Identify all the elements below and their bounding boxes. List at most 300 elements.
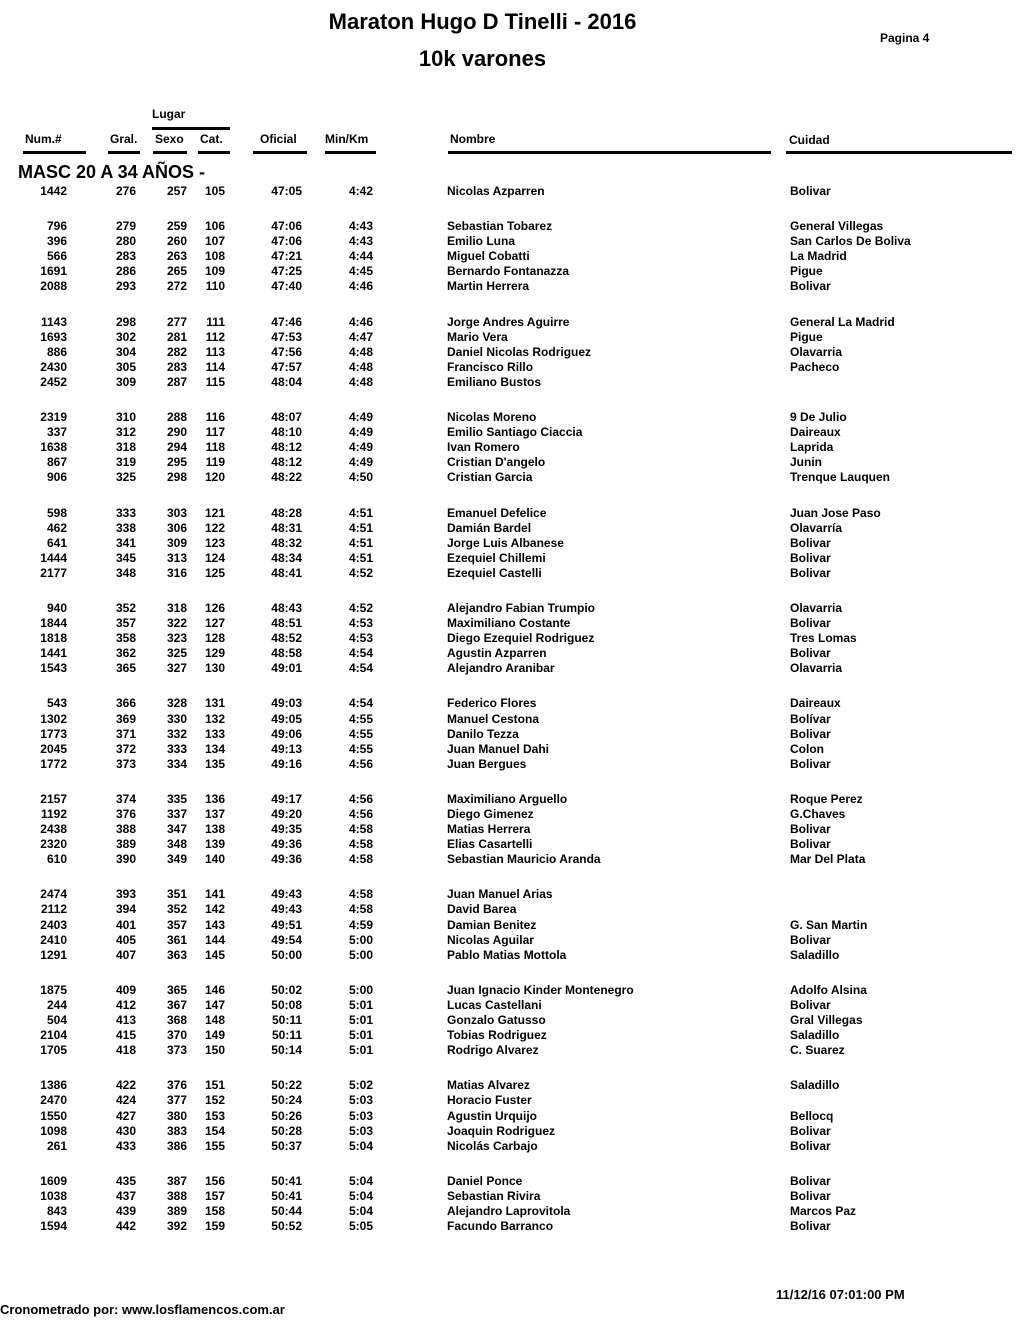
table-row xyxy=(0,631,1024,646)
overall-place: 442 xyxy=(115,1219,136,1234)
category-place: 115 xyxy=(205,374,225,389)
gender-place: 334 xyxy=(166,756,187,771)
gender-place: 328 xyxy=(166,696,187,711)
bib-number: 2452 xyxy=(40,374,67,389)
overall-place: 338 xyxy=(115,520,136,535)
pace: 4:58 xyxy=(348,852,373,867)
pace: 4:53 xyxy=(348,631,373,646)
table-row xyxy=(0,887,1024,902)
gender-place: 327 xyxy=(166,661,187,676)
runner-name: Cristian Garcia xyxy=(447,470,533,485)
official-time: 49:36 xyxy=(271,852,302,867)
category-place: 147 xyxy=(204,997,225,1012)
document-title: Maraton Hugo D Tinelli - 2016 xyxy=(328,9,637,34)
pace: 4:56 xyxy=(348,791,373,806)
bib-number: 940 xyxy=(46,600,67,615)
table-row xyxy=(0,1013,1024,1028)
official-time: 50:11 xyxy=(271,1028,302,1043)
header-num: Num.# xyxy=(25,132,62,146)
overall-place: 374 xyxy=(115,791,136,806)
official-time: 50:14 xyxy=(271,1043,302,1058)
header-cat: Cat. xyxy=(200,132,223,146)
lugar-underline xyxy=(152,127,230,130)
gender-place: 288 xyxy=(166,410,187,425)
gender-place: 388 xyxy=(166,1188,187,1203)
category-place: 155 xyxy=(204,1138,225,1153)
overall-place: 283 xyxy=(115,249,136,264)
official-time: 47:56 xyxy=(271,344,302,359)
official-time: 48:07 xyxy=(271,410,302,425)
table-row xyxy=(0,792,1024,807)
header-minkm: Min/Km xyxy=(325,132,369,146)
overall-place: 424 xyxy=(115,1093,136,1108)
bib-number: 566 xyxy=(46,249,67,264)
document-subtitle: 10k varones xyxy=(418,46,547,71)
runner-city: Tres Lomas xyxy=(790,631,857,646)
gender-place: 337 xyxy=(166,807,187,821)
bib-number: 867 xyxy=(46,455,67,470)
runner-name: Lucas Castellani xyxy=(447,997,542,1012)
bib-number: 1543 xyxy=(40,661,67,676)
official-time: 50:37 xyxy=(271,1138,302,1153)
bib-number: 1441 xyxy=(40,646,67,661)
table-row xyxy=(0,822,1024,837)
official-time: 48:28 xyxy=(271,505,302,520)
table-row xyxy=(0,1043,1024,1058)
pace: 5:01 xyxy=(348,1043,373,1058)
overall-place: 412 xyxy=(115,997,136,1012)
nombre-underline xyxy=(448,151,771,154)
category-place: 120 xyxy=(204,470,225,485)
official-time: 48:41 xyxy=(271,565,302,580)
minkm-underline xyxy=(325,151,376,154)
bib-number: 1442 xyxy=(40,184,67,198)
bib-number: 843 xyxy=(46,1203,67,1218)
table-row xyxy=(0,440,1024,455)
runner-city: Adolfo Alsina xyxy=(790,982,867,997)
pace: 4:55 xyxy=(348,741,373,756)
gender-place: 367 xyxy=(166,997,187,1012)
runner-name: Emiliano Bustos xyxy=(447,374,542,389)
runner-city: Bellocq xyxy=(790,1108,834,1123)
category-place: 112 xyxy=(205,329,225,344)
pace: 4:51 xyxy=(348,535,373,550)
runner-city: Bolivar xyxy=(790,550,831,565)
runner-city: Saladillo xyxy=(790,1078,840,1093)
pace: 5:04 xyxy=(348,1173,373,1188)
overall-place: 427 xyxy=(115,1108,136,1123)
pace: 4:47 xyxy=(348,329,373,344)
gender-place: 257 xyxy=(166,184,187,198)
overall-place: 362 xyxy=(115,646,136,661)
runner-name: Rodrigo Alvarez xyxy=(447,1043,539,1058)
bib-number: 504 xyxy=(46,1013,67,1028)
runner-name: Facundo Barranco xyxy=(447,1219,554,1234)
bib-number: 2470 xyxy=(40,1093,67,1108)
overall-place: 358 xyxy=(115,631,136,646)
bib-number: 2438 xyxy=(40,822,67,837)
overall-place: 357 xyxy=(115,616,136,631)
bib-number: 610 xyxy=(46,852,67,867)
category-place: 141 xyxy=(204,887,225,902)
official-time: 48:51 xyxy=(271,616,302,631)
cat-underline xyxy=(198,151,230,154)
bib-number: 2319 xyxy=(40,410,67,425)
overall-place: 435 xyxy=(115,1173,136,1188)
runner-name: Miguel Cobatti xyxy=(447,249,530,264)
table-row xyxy=(0,1078,1024,1093)
overall-place: 366 xyxy=(115,696,136,711)
runner-city: Juan Jose Paso xyxy=(790,505,881,520)
runner-city: 9 De Julio xyxy=(790,410,847,425)
gender-place: 392 xyxy=(166,1219,187,1234)
table-row xyxy=(0,933,1024,948)
runner-name: Maximiliano Arguello xyxy=(447,791,568,806)
gender-place: 387 xyxy=(166,1173,187,1188)
official-time: 48:31 xyxy=(271,520,302,535)
pace: 5:04 xyxy=(348,1138,373,1153)
official-time: 50:00 xyxy=(271,947,302,962)
bib-number: 1143 xyxy=(40,314,67,329)
table-row xyxy=(0,521,1024,536)
pace: 4:48 xyxy=(348,359,373,374)
official-time: 48:34 xyxy=(271,550,302,565)
ciudad-underline xyxy=(786,151,1012,154)
pace: 4:59 xyxy=(348,917,373,932)
runner-city: Laprida xyxy=(790,440,834,455)
print-timestamp: 11/12/16 07:01:00 PM xyxy=(776,1287,905,1302)
runner-name: Cristian D'angelo xyxy=(447,455,546,470)
table-row xyxy=(0,234,1024,249)
overall-place: 418 xyxy=(115,1043,136,1058)
category-place: 146 xyxy=(204,982,225,997)
bib-number: 886 xyxy=(46,344,67,359)
gender-place: 265 xyxy=(166,264,187,279)
category-place: 142 xyxy=(204,902,225,917)
category-place: 106 xyxy=(204,219,225,234)
table-row xyxy=(0,249,1024,264)
category-place: 117 xyxy=(205,425,225,440)
runner-city: Bolivar xyxy=(790,756,831,771)
runner-name: Elias Casartelli xyxy=(447,837,533,852)
official-time: 49:51 xyxy=(271,917,302,932)
runner-name: Juan Ignacio Kinder Montenegro xyxy=(447,982,634,997)
table-row xyxy=(0,425,1024,440)
runner-city: Olavarria xyxy=(790,344,843,359)
bib-number: 2045 xyxy=(40,741,67,756)
overall-place: 276 xyxy=(115,184,136,198)
pace: 4:54 xyxy=(348,646,373,661)
runner-name: Nicolas Azparren xyxy=(447,184,545,198)
header-nombre: Nombre xyxy=(450,132,496,146)
gender-place: 287 xyxy=(166,374,187,389)
pace: 5:00 xyxy=(348,947,373,962)
runner-city: Bolivar xyxy=(790,646,831,661)
table-row xyxy=(0,566,1024,581)
overall-place: 413 xyxy=(115,1013,136,1028)
table-row xyxy=(0,410,1024,425)
num-underline xyxy=(23,151,86,154)
table-row xyxy=(0,455,1024,470)
official-time: 49:06 xyxy=(271,726,302,741)
overall-place: 389 xyxy=(115,837,136,852)
runner-city: Bolivar xyxy=(790,535,831,550)
bib-number: 1594 xyxy=(40,1219,67,1234)
pace: 4:55 xyxy=(348,711,373,726)
official-time: 48:22 xyxy=(271,470,302,485)
overall-place: 407 xyxy=(115,947,136,962)
runner-name: Bernardo Fontanazza xyxy=(447,264,570,279)
runner-name: Jorge Andres Aguirre xyxy=(447,314,570,329)
overall-place: 286 xyxy=(115,264,136,279)
official-time: 49:36 xyxy=(271,837,302,852)
runner-name: Martin Herrera xyxy=(447,279,530,294)
category-place: 122 xyxy=(204,520,225,535)
category-place: 151 xyxy=(204,1078,225,1093)
bib-number: 1638 xyxy=(40,440,67,455)
overall-place: 333 xyxy=(115,505,136,520)
official-time: 49:16 xyxy=(271,756,302,771)
pace: 5:02 xyxy=(348,1078,373,1093)
overall-place: 318 xyxy=(115,440,136,455)
official-time: 48:32 xyxy=(271,535,302,550)
overall-place: 376 xyxy=(115,807,136,821)
table-row xyxy=(0,1219,1024,1234)
pace: 5:04 xyxy=(348,1203,373,1218)
overall-place: 352 xyxy=(115,600,136,615)
gender-place: 377 xyxy=(166,1093,187,1108)
pace: 4:49 xyxy=(348,440,373,455)
overall-place: 365 xyxy=(115,661,136,676)
overall-place: 279 xyxy=(115,219,136,234)
pace: 4:56 xyxy=(348,807,373,821)
category-place: 148 xyxy=(204,1013,225,1028)
gender-place: 323 xyxy=(166,631,187,646)
official-time: 50:24 xyxy=(271,1093,302,1108)
runner-name: Sebastian Mauricio Aranda xyxy=(447,852,601,867)
gender-place: 294 xyxy=(166,440,187,455)
category-place: 150 xyxy=(204,1043,225,1058)
official-time: 50:44 xyxy=(271,1203,302,1218)
table-row xyxy=(0,375,1024,390)
bib-number: 1444 xyxy=(40,550,67,565)
overall-place: 348 xyxy=(115,565,136,580)
table-row xyxy=(0,646,1024,661)
pace: 4:51 xyxy=(348,520,373,535)
runner-name: Juan Bergues xyxy=(447,756,527,771)
official-time: 49:43 xyxy=(271,887,302,902)
category-place: 143 xyxy=(204,917,225,932)
gender-place: 263 xyxy=(166,249,187,264)
category-place: 118 xyxy=(205,440,225,455)
pace: 5:03 xyxy=(348,1108,373,1123)
runner-city: G.Chaves xyxy=(790,807,846,821)
runner-city: Bolivar xyxy=(790,1219,831,1234)
table-row xyxy=(0,696,1024,711)
runner-name: Danilo Tezza xyxy=(447,726,519,741)
overall-place: 309 xyxy=(115,374,136,389)
table-row xyxy=(0,330,1024,345)
table-row xyxy=(0,360,1024,375)
runner-city: Olavarria xyxy=(790,661,843,676)
runner-city: Bolivar xyxy=(790,997,831,1012)
overall-place: 390 xyxy=(115,852,136,867)
category-place: 139 xyxy=(204,837,225,852)
official-time: 50:11 xyxy=(271,1013,302,1028)
official-time: 48:04 xyxy=(271,374,302,389)
official-time: 47:25 xyxy=(271,264,302,279)
table-row xyxy=(0,837,1024,852)
pace: 5:00 xyxy=(348,982,373,997)
pace: 4:46 xyxy=(348,279,373,294)
bib-number: 337 xyxy=(46,425,67,440)
category-place: 111 xyxy=(206,314,225,329)
runner-name: Juan Manuel Dahi xyxy=(447,741,550,756)
runner-name: Emanuel Defelice xyxy=(447,505,547,520)
overall-place: 293 xyxy=(115,279,136,294)
bib-number: 2104 xyxy=(40,1028,67,1043)
category-place: 158 xyxy=(204,1203,225,1218)
bib-number: 1875 xyxy=(40,982,67,997)
official-time: 49:54 xyxy=(271,932,302,947)
gender-place: 295 xyxy=(166,455,187,470)
runner-name: Ezequiel Chillemi xyxy=(447,550,546,565)
table-row xyxy=(0,1124,1024,1139)
gender-place: 303 xyxy=(166,505,187,520)
gender-place: 368 xyxy=(166,1013,187,1028)
official-time: 50:41 xyxy=(271,1173,302,1188)
table-row xyxy=(0,551,1024,566)
runner-city: Bolivar xyxy=(790,1138,831,1153)
official-time: 47:46 xyxy=(271,314,302,329)
gender-place: 283 xyxy=(166,359,187,374)
runner-city: Mar Del Plata xyxy=(790,852,866,867)
runner-name: Pablo Matias Mottola xyxy=(447,947,567,962)
bib-number: 641 xyxy=(46,535,67,550)
runner-name: Agustin Azparren xyxy=(447,646,547,661)
runner-city: Daireaux xyxy=(790,425,841,440)
overall-place: 373 xyxy=(115,756,136,771)
table-row xyxy=(0,727,1024,742)
gender-place: 260 xyxy=(166,234,187,249)
bib-number: 2430 xyxy=(40,359,67,374)
runner-city: Saladillo xyxy=(790,1028,840,1043)
runner-name: Damián Bardel xyxy=(447,520,532,535)
category-place: 130 xyxy=(204,661,225,676)
runner-name: Diego Gimenez xyxy=(447,807,534,821)
timing-credit: Cronometrado por: www.losflamencos.com.ar xyxy=(0,1302,285,1317)
category-place: 159 xyxy=(204,1219,225,1234)
gender-place: 373 xyxy=(166,1043,187,1058)
overall-place: 430 xyxy=(115,1123,136,1138)
runner-city: Gral Villegas xyxy=(790,1013,863,1028)
pace: 4:52 xyxy=(348,600,373,615)
pace: 5:01 xyxy=(348,1028,373,1043)
official-time: 50:52 xyxy=(271,1219,302,1234)
category-place: 123 xyxy=(204,535,225,550)
official-time: 49:43 xyxy=(271,902,302,917)
pace: 4:48 xyxy=(348,344,373,359)
official-time: 48:12 xyxy=(271,455,302,470)
runner-name: Joaquin Rodriguez xyxy=(447,1123,555,1138)
official-time: 49:17 xyxy=(271,791,302,806)
bib-number: 2320 xyxy=(40,837,67,852)
category-place: 109 xyxy=(204,264,225,279)
bib-number: 796 xyxy=(46,219,67,234)
table-row xyxy=(0,536,1024,551)
category-place: 108 xyxy=(204,249,225,264)
pace: 4:44 xyxy=(348,249,373,264)
category-place: 110 xyxy=(205,279,225,294)
overall-place: 345 xyxy=(115,550,136,565)
runner-city: Olavarría xyxy=(790,520,843,535)
pace: 5:00 xyxy=(348,932,373,947)
table-row xyxy=(0,219,1024,234)
bib-number: 2088 xyxy=(40,279,67,294)
table-row xyxy=(0,264,1024,279)
bib-number: 1844 xyxy=(40,616,67,631)
runner-name: Nicolas Moreno xyxy=(447,410,537,425)
bib-number: 1192 xyxy=(40,807,67,821)
bib-number: 261 xyxy=(46,1138,67,1153)
table-row xyxy=(0,315,1024,330)
category-place: 134 xyxy=(204,741,225,756)
bib-number: 1550 xyxy=(40,1108,67,1123)
gender-place: 380 xyxy=(166,1108,187,1123)
bib-number: 1302 xyxy=(40,711,67,726)
bib-number: 1772 xyxy=(40,756,67,771)
table-row xyxy=(0,345,1024,360)
category-place: 153 xyxy=(204,1108,225,1123)
pace: 4:58 xyxy=(348,887,373,902)
runner-city: G. San Martin xyxy=(790,917,868,932)
pace: 5:05 xyxy=(348,1219,373,1234)
runner-city: Daireaux xyxy=(790,696,841,711)
official-time: 47:53 xyxy=(271,329,302,344)
runner-city: Trenque Lauquen xyxy=(790,470,891,485)
overall-place: 341 xyxy=(115,535,136,550)
table-row xyxy=(0,506,1024,521)
official-time: 50:02 xyxy=(271,982,302,997)
category-place: 137 xyxy=(204,807,225,821)
overall-place: 372 xyxy=(115,741,136,756)
runner-city: Pacheco xyxy=(790,359,840,374)
pace: 4:49 xyxy=(348,425,373,440)
pace: 5:01 xyxy=(348,1013,373,1028)
runner-city: General La Madrid xyxy=(790,314,895,329)
runner-name: Alejandro Fabian Trumpio xyxy=(447,600,596,615)
pace: 4:45 xyxy=(348,264,373,279)
runner-city: Saladillo xyxy=(790,947,840,962)
pace: 4:58 xyxy=(348,822,373,837)
runner-name: Ezequiel Castelli xyxy=(447,565,542,580)
runner-name: Emilio Luna xyxy=(447,234,516,249)
official-time: 48:58 xyxy=(271,646,302,661)
overall-place: 310 xyxy=(115,410,136,425)
category-place: 154 xyxy=(204,1123,225,1138)
gender-place: 322 xyxy=(166,616,187,631)
runner-name: Nicolas Aguilar xyxy=(447,932,534,947)
table-row xyxy=(0,661,1024,676)
overall-place: 415 xyxy=(115,1028,136,1043)
runner-name: Tobias Rodriguez xyxy=(447,1028,547,1043)
runner-city: Pigue xyxy=(790,264,823,279)
official-time: 49:05 xyxy=(271,711,302,726)
pace: 4:49 xyxy=(348,455,373,470)
pace: 4:58 xyxy=(348,902,373,917)
runner-city: San Carlos De Boliva xyxy=(790,234,911,249)
results-table xyxy=(0,184,1024,1234)
